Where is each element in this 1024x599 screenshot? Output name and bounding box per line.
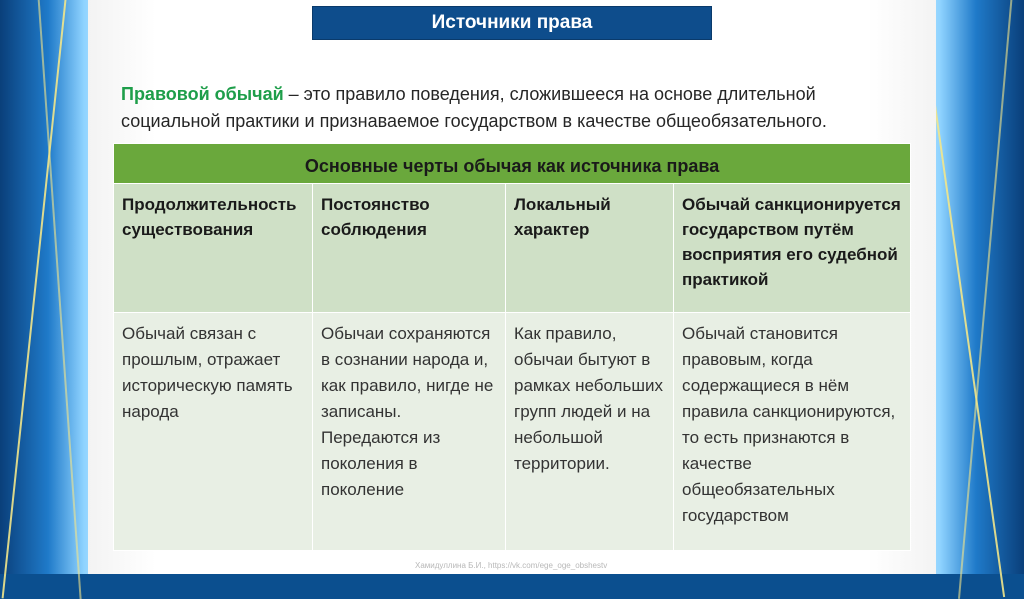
description-cell: Обычай становится правовым, когда содержащиеся в нём правила санкционируются, то есть признаются в качестве общеобязательных государством	[674, 313, 911, 551]
feature-cell: Локальный характер	[506, 184, 674, 313]
description-cell: Обычай связан с прошлым, отражает историческую память народа	[114, 313, 313, 551]
features-table	[113, 143, 911, 551]
footer-attribution: Хамидуллина Б.И., https://vk.com/ege_oge_obshestv	[415, 561, 608, 570]
table-row	[114, 313, 911, 551]
table-row	[114, 184, 911, 313]
feature-cell: Постоянство соблюдения	[313, 184, 506, 313]
slide-title: Источники права	[312, 6, 712, 40]
description-cell: Как правило, обычаи бытуют в рамках небольших групп людей и на небольшой территории.	[506, 313, 674, 551]
definition-text: – это правило поведения, сложившееся на основе длительной социальной практики и признаваемое государством в качестве общеобязательного.	[121, 84, 827, 131]
description-cell: Обычаи сохраняются в сознании народа и, как правило, нигде не записаны. Передаются из поколения в поколение	[313, 313, 506, 551]
feature-cell: Обычай санкционируется государством путём восприятия его судебной практикой	[674, 184, 911, 313]
definition-term: Правовой обычай	[121, 84, 284, 104]
definition-paragraph	[121, 81, 901, 135]
feature-cell: Продолжительность существования	[114, 184, 313, 313]
table-header: Основные черты обычая как источника права	[114, 144, 911, 184]
